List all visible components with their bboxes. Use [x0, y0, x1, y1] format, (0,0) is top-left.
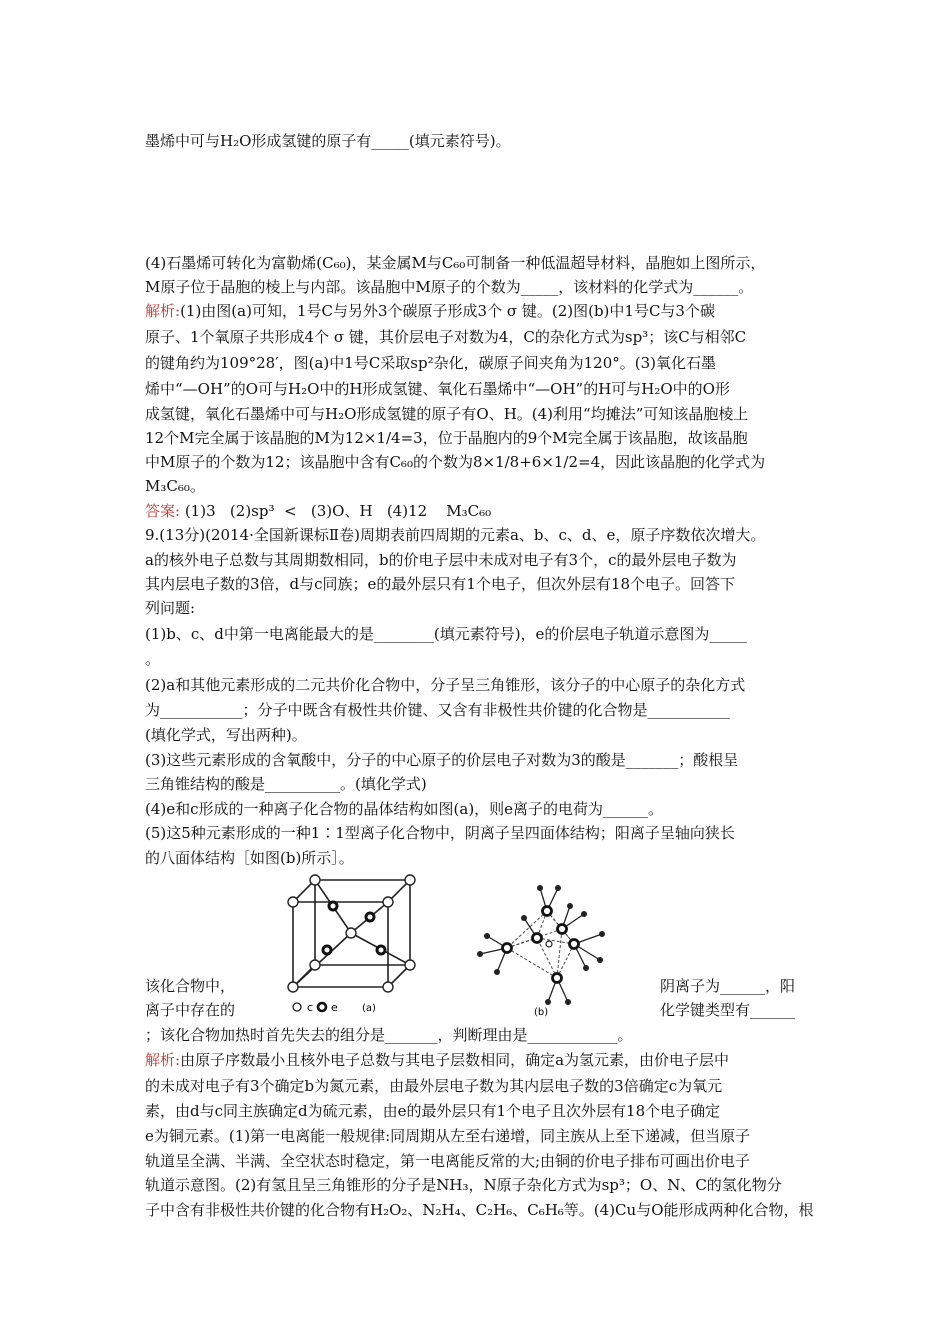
text-line: 的键角约为109°28′，图(a)中1号C采取sp²杂化，碳原子间夹角为120°。(3)氧化石墨 [145, 354, 716, 372]
text-line: 原子、1个氧原子共形成4个 σ 键，其价层电子对数为4，C的杂化方式为sp³；该C与相邻C [145, 328, 747, 346]
text-line: M₃C₆₀。 [145, 477, 205, 495]
text-line: 阴离子为______，阳 [660, 977, 796, 995]
text-line: 为___________；分子中既含有极性共价键、又含有非极性共价键的化合物是___________ [145, 701, 731, 719]
text-line: 12个M完全属于该晶胞的M为12×1/4=3，位于晶胞内的9个M完全属于该晶胞，故该晶胞 [145, 429, 748, 447]
text-line: (3)这些元素形成的含氧酸中，分子的中心原子的价层电子对数为3的酸是_______；酸根呈 [145, 751, 739, 769]
text-line: 中M原子的个数为12；该晶胞中含有C₆₀的个数为8×1/8+6×1/2=4，因此该晶胞的化学式为 [145, 453, 766, 471]
question-line: 9.(13分)(2014·全国新课标Ⅱ卷)周期表前四周期的元素a、b、c、d、e，原子序数依次增大。 [145, 526, 766, 544]
text-line: 子中含有非极性共价键的化合物有H₂O₂、N₂H₄、C₂H₆、C₆H₆等。(4)Cu与O能形成两种化合物，根 [145, 1201, 814, 1219]
text-line: 成氢键，氧化石墨烯中可与H₂O形成氢键的原子有O、H。(4)利用“均摊法”可知该晶胞棱上 [145, 405, 749, 423]
text-line: 的未成对电子有3个确定b为氮元素，由最外层电子数为其内层电子数的3倍确定c为氧元 [145, 1077, 723, 1095]
text-line: 列问题: [145, 599, 196, 617]
text-line: 该化合物中， [145, 977, 236, 995]
text-line: (5)这5种元素形成的一种1∶1型离子化合物中，阴离子呈四面体结构；阳离子呈轴向狭长 [145, 824, 735, 842]
analysis-text: 由原子序数最小且核外电子总数与其电子层数相同，确定a为氢元素，由价电子层中 [180, 1051, 730, 1069]
text-line: 墨烯中可与H₂O形成氢键的原子有_____(填元素符号)。 [145, 132, 511, 150]
analysis-line [145, 1050, 729, 1070]
text-line: 素，由d与c同主族确定d为硫元素，由e的最外层只有1个电子且次外层有18个电子确定 [145, 1102, 721, 1120]
text-line: e为铜元素。(1)第一电离能一般规律:同周期从左至右递增，同主族从上至下递减，但当原子 [145, 1127, 751, 1145]
text-line: 的八面体结构［如图(b)所示］。 [145, 849, 354, 867]
text-line: 。 [145, 650, 161, 668]
analysis-label: 解析: [145, 1051, 181, 1069]
analysis-label: 解析: [145, 302, 181, 320]
text-line: (4)e和c形成的一种离子化合物的晶体结构如图(a)，则e离子的电荷为______。 [145, 800, 664, 818]
text-line: a的核外电子总数与其周期数相同，b的价电子层中未成对电子有3个，c的最外层电子数为 [145, 551, 737, 569]
text-line: M原子位于晶胞的棱上与内部。该晶胞中M原子的个数为_____，该材料的化学式为______。 [145, 278, 754, 296]
text-line: 其内层电子数的3倍，d与c同族；e的最外层只有1个电子，但次外层有18个电子。回答下 [145, 575, 736, 593]
text-line: (2)a和其他元素形成的二元共价化合物中，分子呈三角锥形，该分子的中心原子的杂化方式 [145, 676, 746, 694]
text-line: ；该化合物加热时首先失去的组分是_______，判断理由是____________。 [145, 1026, 633, 1044]
answer-text: (1)3 (2)sp³ < (3)O、H (4)12 M₃C₆₀ [180, 502, 492, 520]
text-line: 三角锥结构的酸是__________。(填化学式) [145, 775, 427, 793]
legend-e-label: e [331, 1001, 338, 1014]
text-line: 轨道呈全满、半满、全空状态时稳定，第一电离能反常的大;由铜的价电子排布可画出价电子 [145, 1152, 751, 1170]
answer-line [145, 501, 491, 521]
figure-a-crystal-cell [285, 870, 420, 1018]
analysis-text: (1)由图(a)可知，1号C与另外3个碳原子形成3个 σ 键。(2)图(b)中1号C与3个碳 [180, 302, 715, 320]
text-line: 烯中“—OH”的O可与H₂O中的H形成氢键、氧化石墨烯中“—OH”的H可与H₂O中的O形 [145, 380, 730, 398]
answer-label: 答案: [145, 502, 181, 520]
text-line: (4)石墨烯可转化为富勒烯(C₆₀)，某金属M与C₆₀可制备一种低温超导材料，晶胞如上图所示， [145, 254, 766, 272]
legend-c-label: c [307, 1001, 314, 1014]
figure-b-octahedron [462, 876, 620, 1018]
text-line: 轨道示意图。(2)有氢且呈三角锥形的分子是NH₃，N原子杂化方式为sp³；O、N、C的氢化物分 [145, 1176, 782, 1194]
text-line: (填化学式，写出两种)。 [145, 726, 307, 744]
text-line: 化学键类型有______ [660, 1001, 796, 1019]
figure-a-caption: (a) [362, 1003, 376, 1014]
figure-b-caption: (b) [534, 1007, 549, 1018]
analysis-line [145, 301, 715, 321]
text-line: (1)b、c、d中第一电离能最大的是________(填元素符号)，e的价层电子轨道示意图为_____ [145, 625, 747, 643]
text-line: 离子中存在的 [145, 1001, 236, 1019]
